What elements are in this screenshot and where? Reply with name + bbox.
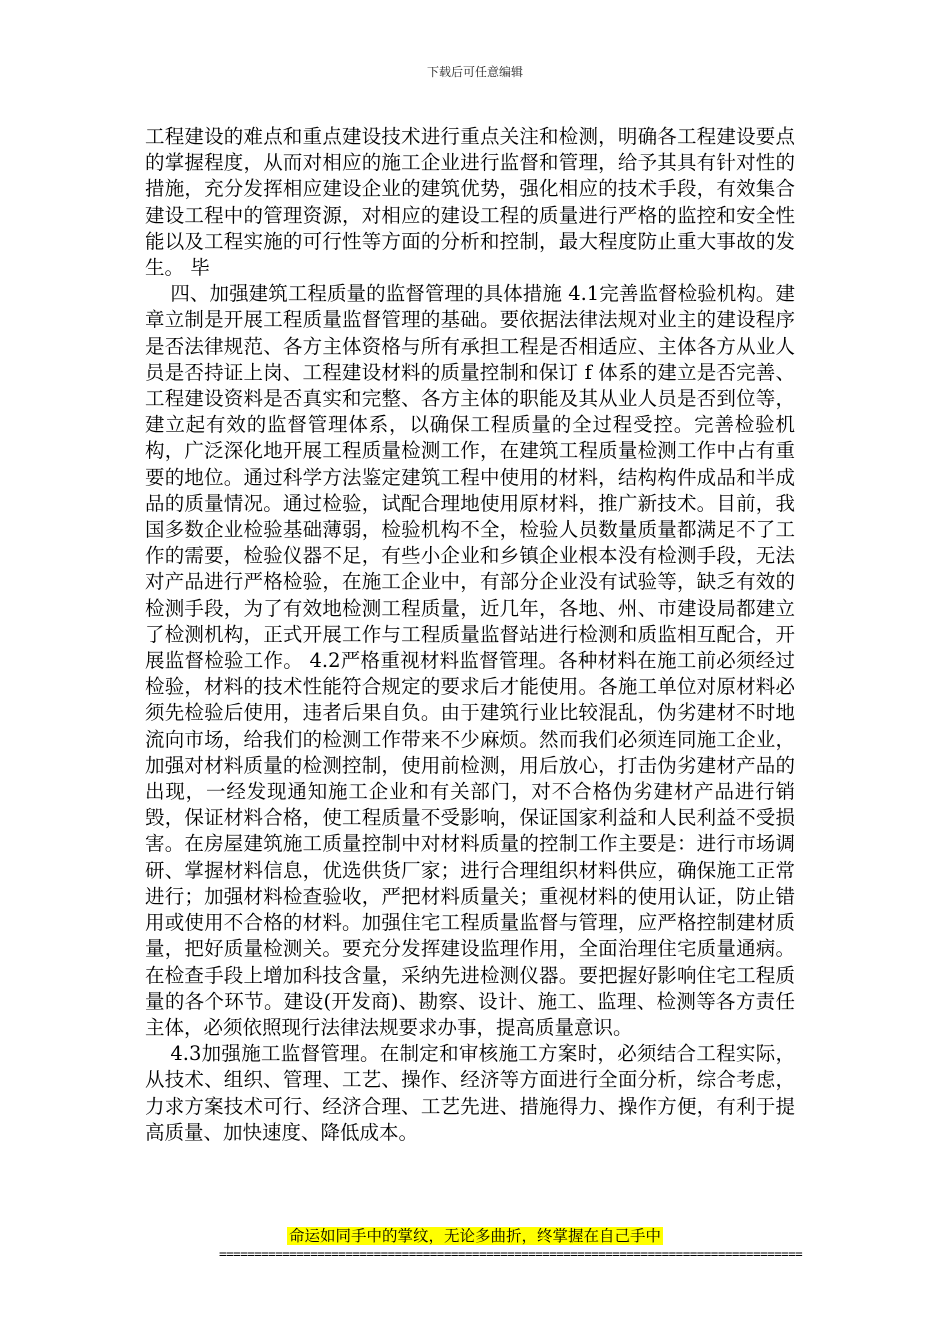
paragraph-1: 工程建设的难点和重点建设技术进行重点关注和检测，明确各工程建设要点的掌握程度，从而对相应的施工企业进行监督和管理，给予其具有针对性的措施，充分发挥相应建设企业的建筑优势，强化相应的技术手段，有效集合建设工程中的管理资源，对相应的建设工程的质量进行严格的监控和安全性能以及工程实施的可行性等方面的分析和控制，最大程度防止重大事故的发生。 毕	[145, 125, 795, 280]
paragraph-2: 四、加强建筑工程质量的监督管理的具体措施 4.1完善监督检验机构。建章立制是开展工程质量监督管理的基础。要依据法律法规对业主的建设程序是否法律规范、各方主体资格与所有承担工程是否相适应、主体各方从业人员是否持证上岗、工程建设材料的质量控制和保订 f 体系的建立是否完善、工程建设资料是否真实和完整、各方主体的职能及其从业人员是否到位等，建立起有效的监督管理体系，以确保工程质量的全过程受控。完善检验机构，广泛深化地开展工程质量检测工作，在建筑工程质量检测工作中占有重要的地位。通过科学方法鉴定建筑工程中使用的材料，结构构件成品和半成品的质量情况。通过检验，试配合理地使用原材料，推广新技术。目前，我国多数企业检验基础薄弱，检验机构不全，检验人员数量质量都满足不了工作的需要，检验仪器不足，有些小企业和乡镇企业根本没有检测手段，无法对产品进行严格检验，在施工企业中，有部分企业没有试验等，缺乏有效的检测手段，为了有效地检测工程质量，近几年，各地、州、市建设局都建立了检测机构，正式开展工作与工程质量监督站进行检测和质监相互配合，开展监督检验工作。 4.2严格重视材料监督管理。各种材料在施工前必须经过检验，材料的技术性能符合规定的要求后才能使用。各施工单位对原材料必须先检验后使用，违者后果自负。由于建筑行业比较混乱，伪劣建材不时地流向市场，给我们的检测工作带来不少麻烦。然而我们必须连同施工企业，加强对材料质量的检测控制，使用前检测，用后放心，打击伪劣建材产品的出现，一经发现通知施工企业和有关部门，对不合格伪劣建材产品进行销毁，保证材料合格，使工程质量不受影响，保证国家利益和人民利益不受损害。在房屋建筑施工质量控制中对材料质量的控制工作主要是：进行市场调研、掌握材料信息，优选供货厂家；进行合理组织材料供应，确保施工正常进行；加强材料检查验收，严把材料质量关；重视材料的使用认证，防止错用或使用不合格的材料。加强住宅工程质量监督与管理，应严格控制建材质量，把好质量检测关。要充分发挥建设监理作用，全面治理住宅质量通病。在检查手段上增加科技含量，采纳先进检测仪器。要把握好影响住宅工程质量的各个环节。建设(开发商)、勘察、设计、施工、监理、检测等各方责任主体，必须依照现行法律法规要求办事，提高质量意识。	[145, 282, 795, 1039]
page-header-note: 下载后可任意编辑	[426, 65, 523, 79]
paragraph-3: 4.3加强施工监督管理。在制定和审核施工方案时，必须结合工程实际，从技术、组织、管理、工艺、操作、经济等方面进行全面分析，综合考虑，力求方案技术可行、经济合理、工艺先进、措施得力、操作方便，有利于提高质量、加快速度、降低成本。	[145, 1042, 795, 1144]
footer-motto-line	[0, 1226, 950, 1246]
footer-motto: 命运如同手中的掌纹，无论多曲折，终掌握在自己手中	[288, 1227, 661, 1245]
document-body	[145, 124, 795, 1146]
footer-separator: ===================================================================================	[219, 1246, 803, 1261]
